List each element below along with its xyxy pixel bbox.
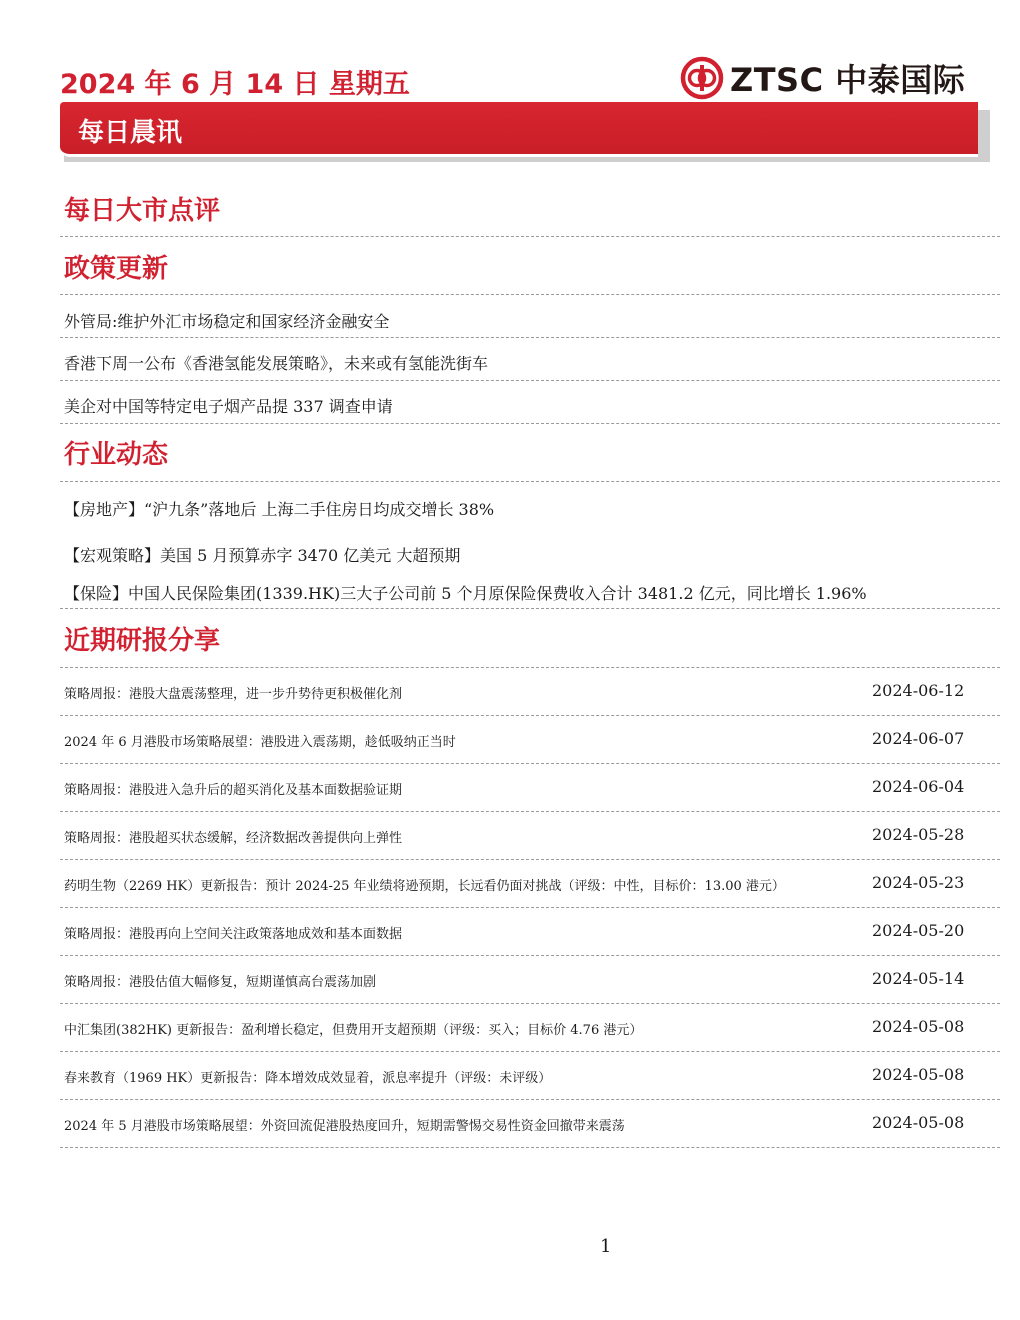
- report-date: 2024-05-28: [872, 825, 965, 844]
- divider: [60, 811, 1000, 812]
- report-title[interactable]: 策略周报：港股再向上空间关注政策落地成效和基本面数据: [64, 927, 403, 942]
- report-date: 2024-06-07: [872, 729, 965, 748]
- divider: [60, 1003, 1000, 1004]
- divider: [60, 1099, 1000, 1100]
- divider: [60, 337, 1000, 338]
- report-title[interactable]: 策略周报：港股进入急升后的超买消化及基本面数据验证期: [64, 783, 403, 798]
- industry-item[interactable]: 【宏观策略】美国 5 月预算赤字 3470 亿美元 大超预期: [64, 546, 461, 565]
- divider: [60, 907, 1000, 908]
- report-date: 2024-06-04: [872, 777, 965, 796]
- divider: [60, 667, 1000, 668]
- report-title[interactable]: 策略周报：港股大盘震荡整理，进一步升势待更积极催化剂: [64, 687, 403, 702]
- divider: [60, 859, 1000, 860]
- banner-title: 每日晨讯: [78, 118, 183, 148]
- section-title-market-review: 每日大市点评: [64, 196, 221, 226]
- report-title[interactable]: 药明生物（2269 HK）更新报告：预计 2024-25 年业绩将逊预期，长远看仍面对挑战（评级：中性，目标价：13.00 港元）: [64, 879, 785, 894]
- report-date: 2024-05-14: [872, 969, 965, 988]
- industry-item[interactable]: 【房地产】“沪九条”落地后 上海二手住房日均成交增长 38%: [64, 500, 495, 519]
- report-date: 2024-05-08: [872, 1113, 965, 1132]
- ztsc-brand-text: ZTSC 中泰国际: [730, 61, 966, 99]
- policy-item[interactable]: 美企对中国等特定电子烟产品提 337 调查申请: [64, 397, 393, 416]
- divider: [60, 423, 1000, 424]
- divider: [60, 236, 1000, 237]
- report-date: 2024 年 6 月 14 日 星期五: [60, 69, 410, 100]
- section-title-policy: 政策更新: [64, 254, 169, 284]
- ztsc-logo: [680, 54, 965, 102]
- divider: [60, 380, 1000, 381]
- divider: [60, 1051, 1000, 1052]
- report-date: 2024-05-08: [872, 1017, 965, 1036]
- page-number: 1: [600, 1236, 612, 1257]
- report-title[interactable]: 2024 年 5 月港股市场策略展望：外资回流促港股热度回升，短期需警惕交易性资金回撤带来震荡: [64, 1119, 625, 1134]
- divider: [60, 955, 1000, 956]
- divider: [60, 1147, 1000, 1148]
- report-date: 2024-05-23: [872, 873, 965, 892]
- policy-item[interactable]: 外管局:维护外汇市场稳定和国家经济金融安全: [64, 312, 390, 331]
- report-title[interactable]: 春来教育（1969 HK）更新报告：降本增效成效显着，派息率提升（评级：未评级）: [64, 1071, 552, 1086]
- divider: [60, 715, 1000, 716]
- report-title[interactable]: 2024 年 6 月港股市场策略展望：港股进入震荡期，趁低吸纳正当时: [64, 735, 456, 750]
- report-title[interactable]: 策略周报：港股超买状态缓解，经济数据改善提供向上弹性: [64, 831, 403, 846]
- divider: [60, 608, 1000, 609]
- divider: [60, 294, 1000, 295]
- divider: [60, 763, 1000, 764]
- report-title[interactable]: 策略周报：港股估值大幅修复，短期谨慎高台震荡加剧: [64, 975, 377, 990]
- section-title-industry: 行业动态: [64, 440, 169, 470]
- policy-item[interactable]: 香港下周一公布《香港氢能发展策略》，未来或有氢能洗街车: [64, 354, 489, 373]
- ztsc-emblem-icon: [680, 56, 724, 100]
- section-title-research: 近期研报分享: [64, 626, 221, 656]
- report-title[interactable]: 中汇集团(382HK) 更新报告：盈利增长稳定，但费用开支超预期（评级：买入；目标价 4.76 港元）: [64, 1023, 643, 1038]
- report-date: 2024-06-12: [872, 681, 965, 700]
- report-date: 2024-05-08: [872, 1065, 965, 1084]
- title-banner: [60, 102, 978, 157]
- divider: [60, 481, 1000, 482]
- industry-item[interactable]: 【保险】中国人民保险集团(1339.HK)三大子公司前 5 个月原保险保费收入合计 3481.2 亿元，同比增长 1.96%: [64, 584, 867, 603]
- report-date: 2024-05-20: [872, 921, 965, 940]
